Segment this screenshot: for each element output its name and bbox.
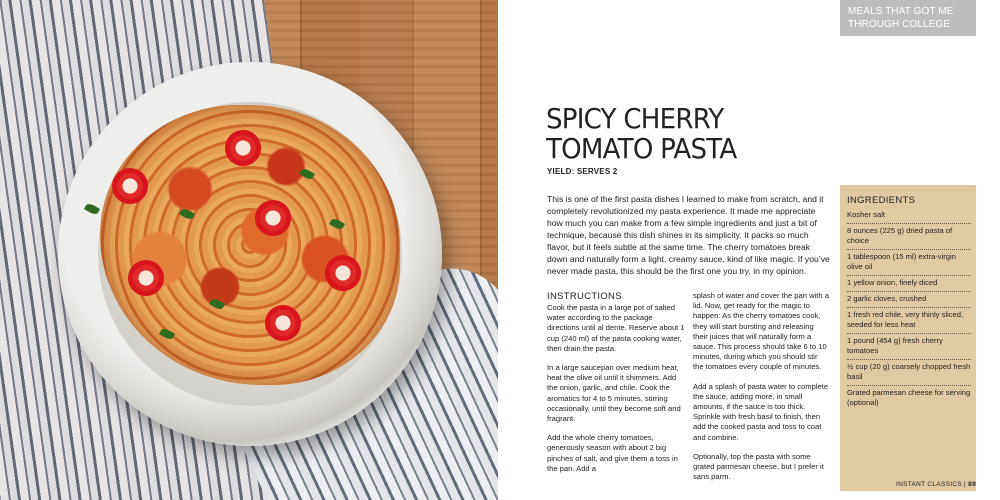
instruction-paragraph: Optionally, top the pasta with some grated parmesan cheese, but I prefer it sans parm. bbox=[693, 451, 824, 482]
ingredient-item: 1 tablespoon (15 ml) extra-virgin olive oil bbox=[847, 250, 971, 276]
ingredient-item: Grated parmesan cheese for serving (optional) bbox=[847, 388, 971, 407]
recipe-yield: YIELD: SERVES 2 bbox=[547, 167, 618, 176]
instructions-heading: INSTRUCTIONS bbox=[547, 291, 622, 302]
instruction-paragraph: splash of water and cover the pan with a lid. Now, get ready for the magic to happen: As the cherry tomatoes cook, they will start bursting and releasing their juices that will naturally form a sauce. This process should take 6 to 10 minutes, during which you should stir the tomatoes every couple of minutes. bbox=[693, 291, 829, 372]
recipe-photo bbox=[0, 0, 498, 500]
recipe-title bbox=[546, 104, 806, 164]
recipe-title-line-1: SPICY CHERRY bbox=[546, 102, 724, 135]
instruction-paragraph: Add a splash of pasta water to complete the sauce, adding more, in small amounts, if the sauce is too thick. Sprinkle with fresh basil to finish, then add the cooked pasta and toss to coat and combine. bbox=[693, 381, 829, 442]
chili-slice bbox=[112, 168, 148, 204]
instruction-paragraph: Cook the pasta in a large pot of salted water according to the package directions until al dente. Reserve about 1 cup (240 ml) of the pasta cooking water, then drain the pasta. bbox=[547, 303, 685, 353]
instructions-column-1 bbox=[547, 303, 685, 483]
instruction-paragraph: In a large saucepan over medium heat, heat the olive oil until it shimmers. Add the onion, garlic, and chile. Cook the aromatics for 4 to 5 minutes, stirring occasionally, until they become soft and fragrant. bbox=[547, 363, 681, 424]
chili-slice bbox=[265, 305, 301, 341]
ingredient-item: ½ cup (20 g) coarsely chopped fresh basil bbox=[847, 360, 971, 386]
ingredient-item: 1 fresh red chile, very thinly sliced, seeded for less heat bbox=[847, 308, 971, 334]
section-tab bbox=[840, 0, 976, 36]
ingredients-list bbox=[847, 208, 971, 411]
page-number: 89 bbox=[968, 481, 976, 488]
chili-slice bbox=[255, 200, 291, 236]
ingredient-item: 1 pound (454 g) fresh cherry tomatoes bbox=[847, 334, 971, 360]
chili-slice bbox=[325, 255, 361, 291]
ingredient-item: 2 garlic cloves, crushed bbox=[847, 292, 971, 308]
chili-slice bbox=[128, 260, 164, 296]
section-tab-label: MEALS THAT GOT ME THROUGH COLLEGE bbox=[848, 6, 954, 30]
recipe-intro: This is one of the first pasta dishes I learned to make from scratch, and it completely revolutionized my pasta experience. It made me appreciate how much you can make from a few simple ingredients and just a bit of technique, because this dish shines in its simplicity. It packs so much flavor, but it feels subtle at the same time. The cherry tomatoes break down and naturally form a light, creamy sauce, kind of like magic. If you’ve never made pasta, this should be the first one you try, in my opinion. bbox=[547, 194, 830, 276]
instructions-column-2 bbox=[693, 291, 829, 491]
page-footer bbox=[870, 481, 976, 488]
footer-separator: | bbox=[961, 481, 969, 488]
recipe-title-line-2: TOMATO PASTA bbox=[546, 132, 737, 165]
footer-section-name: INSTANT CLASSICS bbox=[895, 481, 962, 488]
instruction-paragraph: Add the whole cherry tomatoes, generously season with about 2 big pinches of salt, and give them a toss in the pan. Add a bbox=[547, 433, 678, 473]
chili-slice bbox=[225, 130, 261, 166]
ingredient-item: 1 yellow onion, finely diced bbox=[847, 276, 971, 292]
ingredients-heading: INGREDIENTS bbox=[847, 195, 916, 206]
ingredient-item: 8 ounces (225 g) dried pasta of choice bbox=[847, 224, 971, 250]
ingredient-item: Kosher salt bbox=[847, 208, 971, 224]
